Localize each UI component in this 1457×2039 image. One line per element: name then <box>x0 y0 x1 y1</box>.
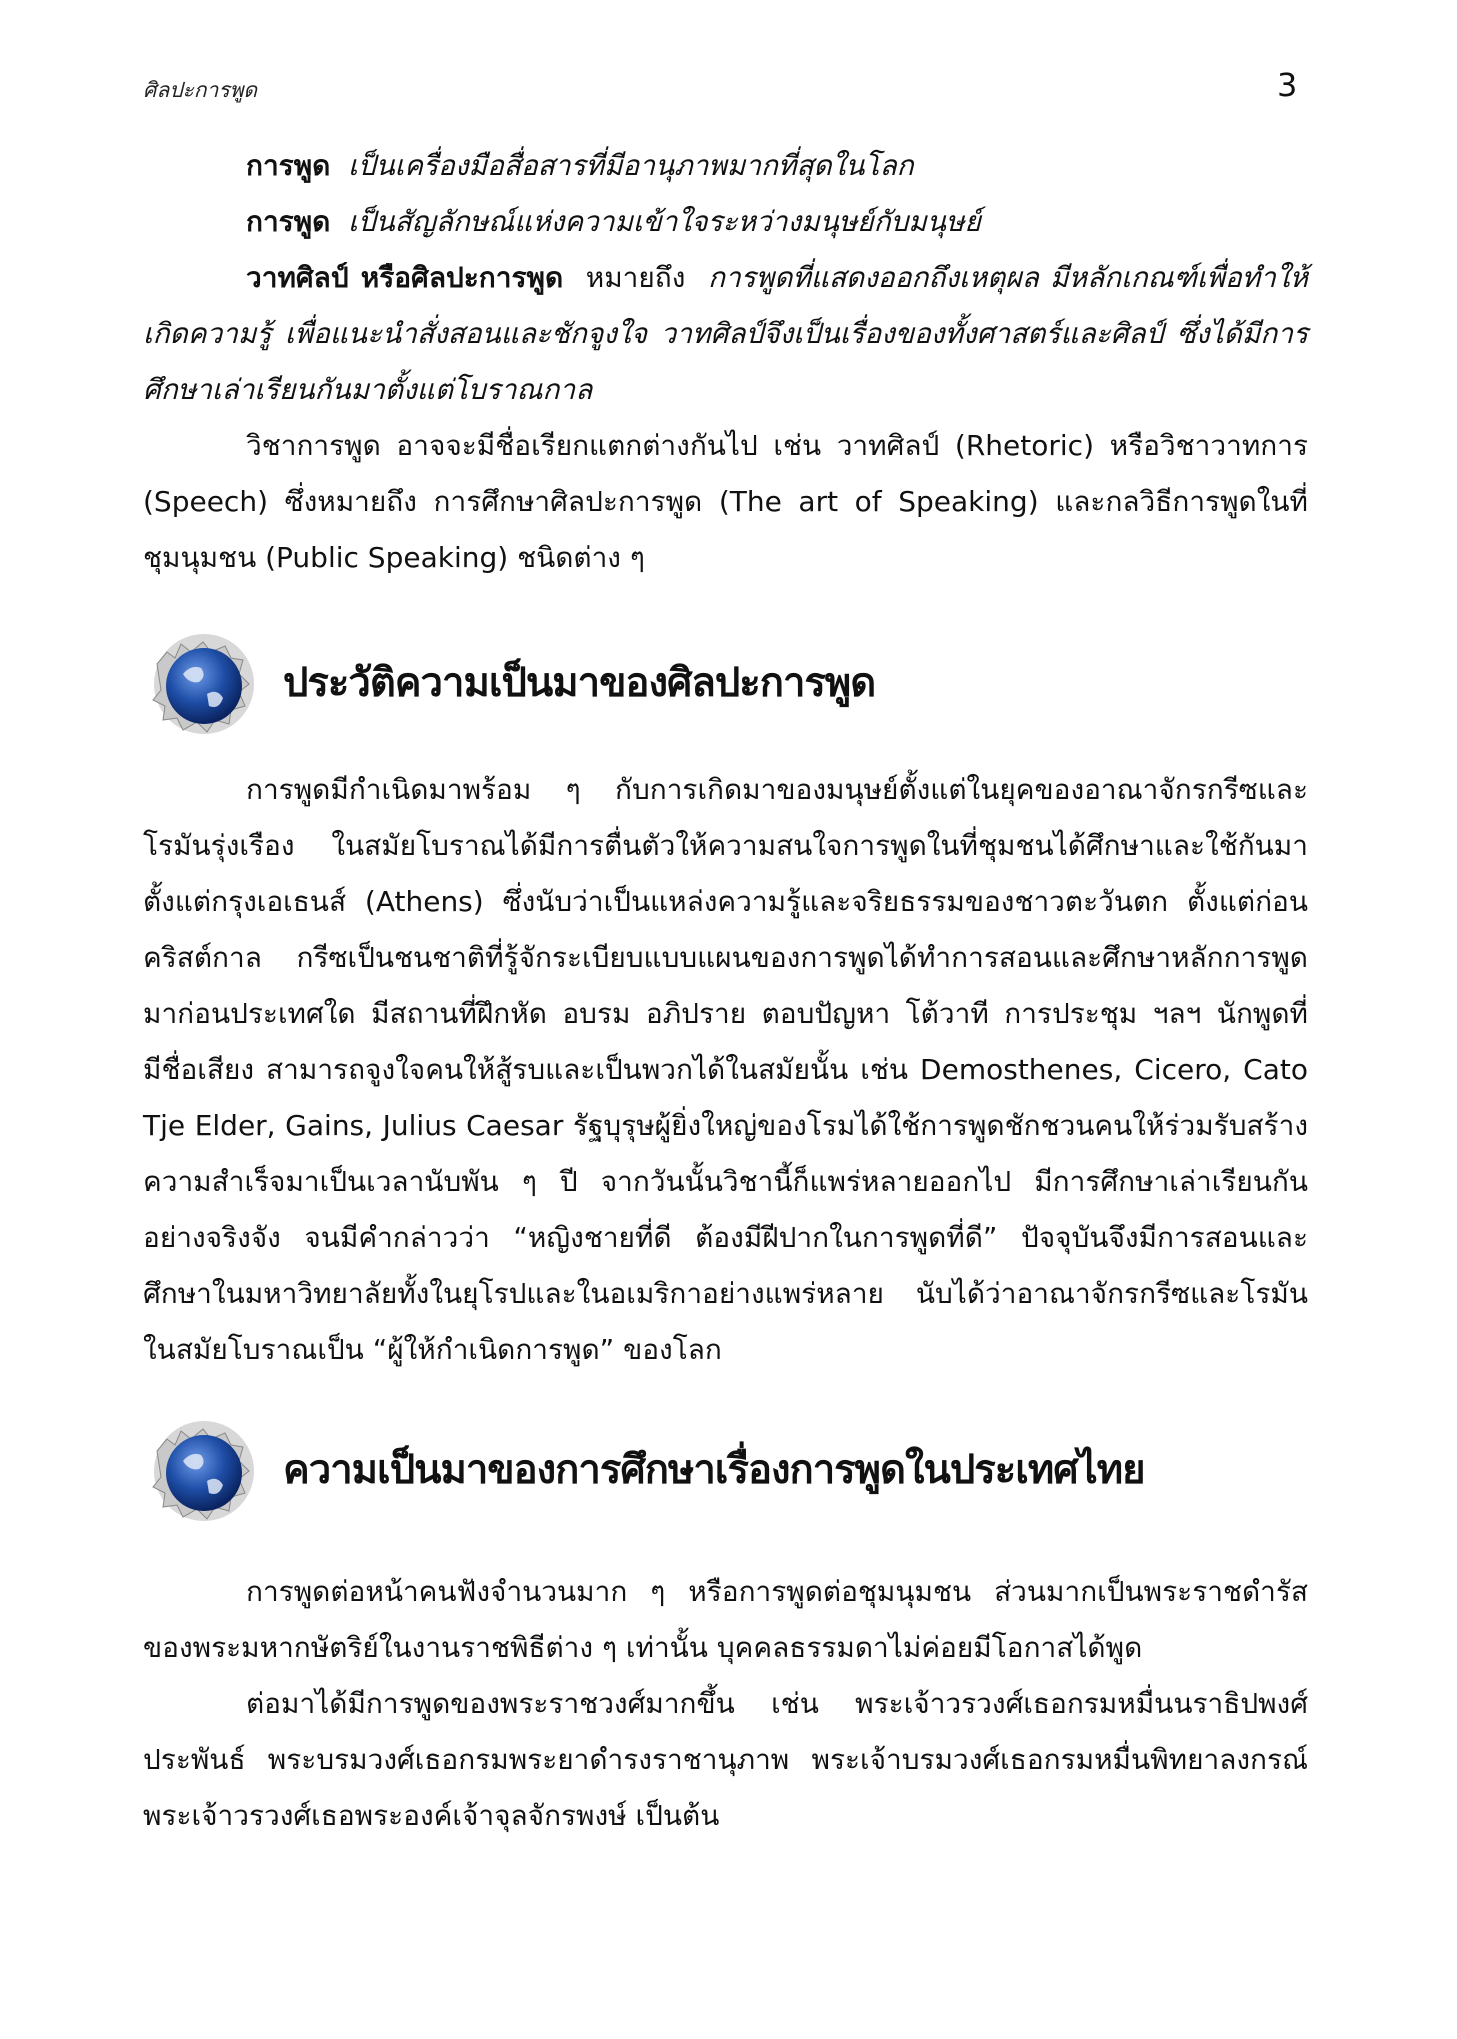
globe-icon <box>143 624 265 742</box>
intro-line-1 <box>143 138 1308 194</box>
intro-term-2: การพูด <box>246 205 331 238</box>
history-paragraph: การพูดมีกำเนิดมาพร้อม ๆ กับการเกิดมาของมนุษย์ตั้งแต่ในยุคของอาณาจักรกรีซและโรมันรุ่งเรือง ในสมัยโบราณได้มีการตื่นตัวให้ความสนใจการพูดในที่ชุมชนได้ศึกษาและใช้กันมาตั้งแต่กรุงเอเธนส์ (Athens) ซึ่งนับว่าเป็นแหล่งความรู้และจริยธรรมของชาวตะวันตก ตั้งแต่ก่อนคริสต์กาล กรีซเป็นชนชาติที่รู้จักระเบียบแบบแผนของการพูดได้ทำการสอนและศึกษาหลักการพูดมาก่อนประเทศใด มีสถานที่ฝึกหัด อบรม อภิปราย ตอบปัญหา โต้วาที การประชุม ฯลฯ นักพูดที่มีชื่อเสียง สามารถจูงใจคนให้สู้รบและเป็นพวกได้ในสมัยนั้น เช่น Demosthenes, Cicero, Cato Tje Elder, Gains, Julius Caesar รัฐบุรุษผู้ยิ่งใหญ่ของโรมได้ใช้การพูดชักชวนคนให้ร่วมรับสร้างความสำเร็จมาเป็นเวลานับพัน ๆ ปี จากวันนั้นวิชานี้ก็แพร่หลายออกไป มีการศึกษาเล่าเรียนกันอย่างจริงจัง จนมีคำกล่าวว่า “หญิงชายที่ดี ต้องมีฝีปากในการพูดที่ดี” ปัจจุบันจึงมีการสอนและศึกษาในมหาวิทยาลัยทั้งในยุโรปและในอเมริกาอย่างแพร่หลาย นับได้ว่าอาณาจักรกรีซและโรมันในสมัยโบราณเป็น “ผู้ให้กำเนิดการพูด” ของโลก <box>143 773 1308 1366</box>
running-header: ศิลปะการพูด <box>143 78 258 102</box>
thailand-paragraph-1: การพูดต่อหน้าคนฟังจำนวนมาก ๆ หรือการพูดต่อชุมนุมชน ส่วนมากเป็นพระราชดำรัสของพระมหากษัตริย์ในงานราชพิธีต่าง ๆ เท่านั้น บุคคลธรรมดาไม่ค่อยมีโอกาสได้พูด <box>143 1575 1308 1664</box>
intro-text-1: เป็นเครื่องมือสื่อสารที่มีอานุภาพมากที่สุดในโลก <box>348 149 914 182</box>
intro-text-2: เป็นสัญลักษณ์แห่งความเข้าใจระหว่างมนุษย์กับมนุษย์ <box>348 205 981 238</box>
section-title-thailand: ความเป็นมาของการศึกษาเรื่องการพูดในประเทศไทย <box>283 1447 1145 1493</box>
definition-means: หมายถึง <box>585 261 686 294</box>
intro-term-1: การพูด <box>246 149 331 182</box>
globe-icon <box>143 1411 265 1529</box>
definition-text: การพูดที่แสดงออกถึงเหตุผล มีหลักเกณฑ์เพื่อทำให้เกิดความรู้ เพื่อแนะนำสั่งสอนและชักจูงใจ วาทศิลป์จึงเป็นเรื่องของทั้งศาสตร์และศิลป์ ซึ่งได้มีการศึกษาเล่าเรียนกันมาตั้งแต่โบราณกาล <box>143 261 1308 406</box>
definition-term: วาทศิลป์ หรือศิลปะการพูด <box>246 261 564 294</box>
definition-paragraph <box>143 250 1308 418</box>
section-title-history: ประวัติความเป็นมาของศิลปะการพูด <box>283 660 876 706</box>
section-thailand-heading <box>143 1411 1308 1531</box>
thailand-paragraph-2: ต่อมาได้มีการพูดของพระราชวงศ์มากขึ้น เช่น พระเจ้าวรวงศ์เธอกรมหมื่นนราธิปพงศ์ประพันธ์ พระบรมวงศ์เธอกรมพระยาดำรงราชานุภาพ พระเจ้าบรมวงศ์เธอกรมหมื่นพิทยาลงกรณ์ พระเจ้าวรวงศ์เธอพระองค์เจ้าจุลจักรพงษ์ เป็นต้น <box>143 1687 1308 1832</box>
section-history-heading <box>143 624 1308 744</box>
page-number: 3 <box>1277 66 1298 104</box>
intro-line-2 <box>143 194 1308 250</box>
speech-names-paragraph: วิชาการพูด อาจจะมีชื่อเรียกแตกต่างกันไป เช่น วาทศิลป์ (Rhetoric) หรือวิชาวาทการ (Speech) ซึ่งหมายถึง การศึกษาศิลปะการพูด (The art of Speaking) และกลวิธีการพูดในที่ชุมนุมชน (Public Speaking) ชนิดต่าง ๆ <box>143 429 1308 574</box>
